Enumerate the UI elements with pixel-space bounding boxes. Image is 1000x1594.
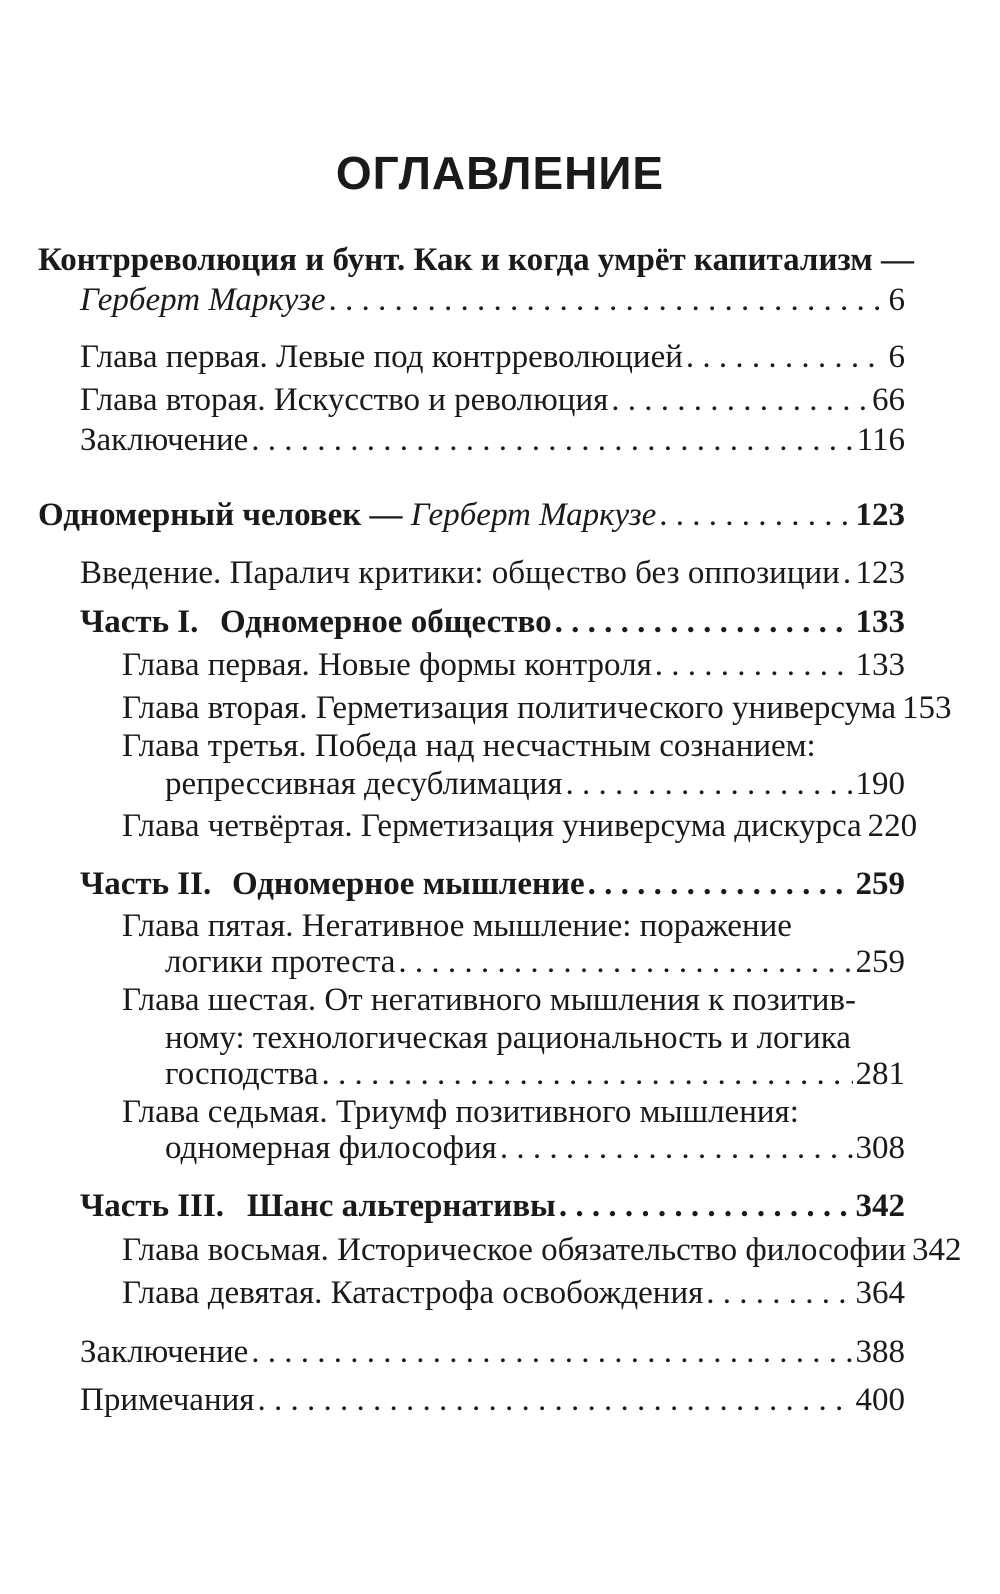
page-number: 66 [872, 382, 905, 418]
leader-dots [686, 337, 886, 377]
toc-entry[interactable] [165, 1128, 905, 1168]
entry-label: Глава четвёртая. Герметизация универсума дискурса [122, 808, 862, 844]
part2-entry[interactable] [80, 864, 905, 904]
page-number: 153 [902, 690, 952, 726]
page-number: 123 [855, 497, 905, 533]
page-number: 342 [855, 1188, 905, 1224]
leader-dots [588, 864, 853, 904]
leader-dots [559, 1186, 853, 1226]
toc-entry[interactable] [80, 1380, 905, 1420]
page-number: 308 [855, 1130, 905, 1166]
entry-label-cont: логики протеста [165, 944, 396, 980]
leader-dots [565, 764, 852, 804]
toc-entry[interactable] [80, 380, 905, 420]
leader-dots [555, 602, 853, 642]
page-number: 6 [888, 339, 905, 375]
toc-entry[interactable] [122, 688, 952, 728]
page-number: 400 [855, 1382, 905, 1418]
page-number: 220 [867, 808, 918, 844]
entry-label: Глава третья. Победа над несчастным сознанием: [122, 728, 816, 764]
part-heading [80, 864, 585, 904]
entry-label: Глава вторая. Искусство и революция [80, 382, 609, 418]
leader-dots [843, 553, 853, 593]
book2-title: Одномерный человек — [38, 497, 403, 533]
toc-entry[interactable] [80, 420, 905, 460]
entry-label: Глава восьмая. Историческое обязательство философии [122, 1232, 907, 1268]
page-title: ОГЛАВЛЕНИЕ [335, 147, 665, 199]
book1-title: Контрреволюция и бунт. Как и когда умрёт капитализм — [38, 242, 914, 278]
entry-label: Введение. Паралич критики: общество без оппозиции [80, 555, 840, 591]
part-title: Одномерное мышление [232, 866, 585, 902]
toc-entry[interactable] [80, 1332, 905, 1372]
page-number: 123 [855, 555, 905, 591]
book2-title-text [38, 495, 656, 535]
page-number: 133 [855, 604, 905, 640]
part-title: Шанс альтернативы [247, 1188, 556, 1224]
leader-dots [329, 280, 886, 320]
leader-dots [655, 645, 853, 685]
page-number: 6 [888, 282, 905, 318]
leader-dots [251, 420, 853, 460]
page-number: 259 [855, 944, 905, 980]
entry-label: Заключение [80, 1334, 249, 1370]
part1-entry[interactable] [80, 602, 905, 642]
toc-entry[interactable] [122, 1273, 905, 1313]
page-number: 364 [855, 1275, 905, 1311]
part-heading [80, 602, 552, 642]
leader-dots [659, 495, 852, 535]
page-number: 133 [855, 647, 905, 683]
entry-label-cont: ному: технологическая рациональность и логика [165, 1020, 851, 1056]
entry-label: Глава пятая. Негативное мышление: поражение [122, 908, 792, 944]
toc-entry[interactable] [165, 942, 905, 982]
book2-title-entry[interactable] [38, 495, 905, 535]
part-number: Часть III. [80, 1188, 225, 1224]
part-title: Одномерное общество [220, 604, 552, 640]
part-number: Часть I. [80, 604, 199, 640]
leader-dots [500, 1128, 853, 1168]
part3-entry[interactable] [80, 1186, 905, 1226]
page-number: 281 [855, 1056, 905, 1092]
toc-entry[interactable] [122, 645, 905, 685]
leader-dots [251, 1332, 852, 1372]
leader-dots [611, 380, 869, 420]
entry-label-cont: одномерная философия [165, 1130, 497, 1166]
entry-label: Глава вторая. Герметизация политического универсума [122, 690, 896, 726]
toc-entry[interactable] [122, 806, 918, 846]
page-number: 259 [855, 866, 905, 902]
entry-label: Заключение [80, 422, 249, 458]
book2-author: Герберт Маркузе [410, 497, 657, 533]
entry-label: Глава девятая. Катастрофа освобождения [122, 1275, 704, 1311]
toc-entry[interactable] [165, 764, 905, 804]
book1-author: Герберт Маркузе [80, 282, 326, 318]
book1-author-entry[interactable] [80, 280, 905, 320]
entry-label: Глава шестая. От негативного мышления к позитив- [122, 982, 856, 1018]
leader-dots [257, 1380, 852, 1420]
page-number: 116 [856, 422, 905, 458]
page-number: 190 [855, 766, 905, 802]
entry-label: Глава седьмая. Триумф позитивного мышления: [122, 1094, 799, 1130]
toc-entry[interactable] [122, 1230, 962, 1270]
part-number: Часть II. [80, 866, 212, 902]
entry-label: Примечания [80, 1382, 255, 1418]
part-heading [80, 1186, 556, 1226]
page-number: 342 [912, 1232, 962, 1268]
leader-dots [322, 1054, 853, 1094]
toc-entry[interactable] [80, 337, 905, 377]
toc-entry[interactable] [165, 1054, 905, 1094]
toc-entry[interactable] [80, 553, 905, 593]
leader-dots [398, 942, 852, 982]
entry-label: Глава первая. Новые формы контроля [122, 647, 652, 683]
entry-label-cont: репрессивная десублимация [165, 766, 563, 802]
entry-label-cont: господства [165, 1056, 319, 1092]
page-number: 388 [855, 1334, 905, 1370]
leader-dots [706, 1273, 852, 1313]
entry-label: Глава первая. Левые под контрреволюцией [80, 339, 683, 375]
